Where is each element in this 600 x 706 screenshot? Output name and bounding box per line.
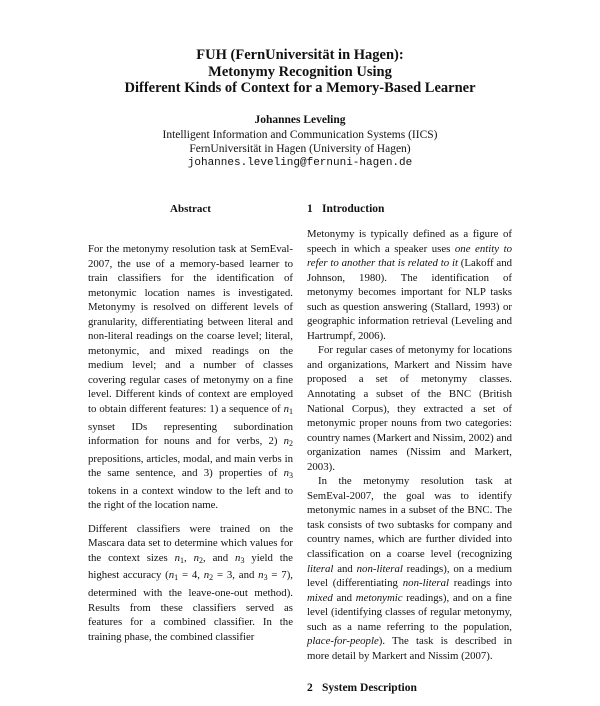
body-paragraph: For regular cases of metonymy for locations and organizations, Markert and Nissim have proposed a set of metonymy classes. Annotating a subset of the BNC (British National Corpus), they extracted a set of metonymic proper nouns from two categories: country names (Markert and Nissim, 2002) and organization names (Nissim and Markert, 2003).: [307, 344, 512, 473]
paper-title: [0, 47, 600, 97]
affiliation-line: FernUniversität in Hagen (University of Hagen): [189, 142, 411, 155]
left-column: [88, 202, 293, 644]
body-paragraph: Metonymy is typically defined as a figure of speech in which a speaker uses one entity to refer to another that is related to it (Lakoff and Johnson, 1980). The identification of metonymy becomes important for NLP tasks such as question answering (Stallard, 1993) or geographic information retrieval (Leveling and Hartrumpf, 2006).: [307, 228, 513, 342]
right-column: [307, 202, 512, 706]
author-email: johannes.leveling@fernuni-hagen.de: [187, 156, 413, 169]
abstract-paragraph: For the metonymy resolution task at SemEval-2007, the use of a memory-based learner to train classifiers for the identification of metonymic location names is investigated. Metonymy is resolved on different levels of granularity, differentiating between literal and non-literal readings on the coarse level; literal, metonymic, and mixed readings on the medium level; and a number of classes covering regular cases of metonymy on a fine level. Different kinds of context are employed to obtain different features: 1) a sequence of $n_1$ synset IDs representing subordination information for nouns and for verbs, 2) $n_2$ prepositions, articles, modal, and main verbs in the same sentence, and 3) properties of $n_3$ tokens in a context window to the left and to the right of the location name.: [88, 243, 293, 512]
title-line: FUH (FernUniversität in Hagen):: [196, 47, 404, 63]
paper-header: [0, 47, 600, 170]
section-heading-introduction: 1 Introduction: [307, 203, 385, 215]
title-line: Metonymy Recognition Using: [208, 63, 392, 80]
abstract-heading: Abstract: [170, 203, 211, 215]
author-name: Johannes Leveling: [254, 113, 346, 126]
title-line: Different Kinds of Context for a Memory-Based Learner: [124, 80, 476, 96]
abstract-paragraph: Different classifiers were trained on the Mascara data set to determine which values for the context sizes $n_1$, $n_2$, and $n_3$ yield the highest accuracy ($n_1 = 4$, $n_2 = 3$, and $n_3 = 7$), determined with the leave-one-out method). Results from these classifiers served as features for a combined classifier. In the training phase, the combined classifier: [88, 522, 293, 643]
affiliation-line: Intelligent Information and Communication Systems (IICS): [162, 128, 438, 141]
body-paragraph: In the metonymy resolution task at SemEval-2007, the goal was to identify metonymic names in a subset of the BNC. The task consists of two subtasks for company and country names, which are further divided into classification on a coarse level (recognizing literal and non-literal readings), on a medium level (differentiating non-literal readings into mixed and metonymic readings), and on a fine level (identifying classes of regular metonymy, such as a name referring to the population, place-for-people). The task is described in more detail by Markert and Nissim (2007).: [307, 475, 512, 662]
section-heading-system-description: 2 System Description: [307, 682, 417, 695]
